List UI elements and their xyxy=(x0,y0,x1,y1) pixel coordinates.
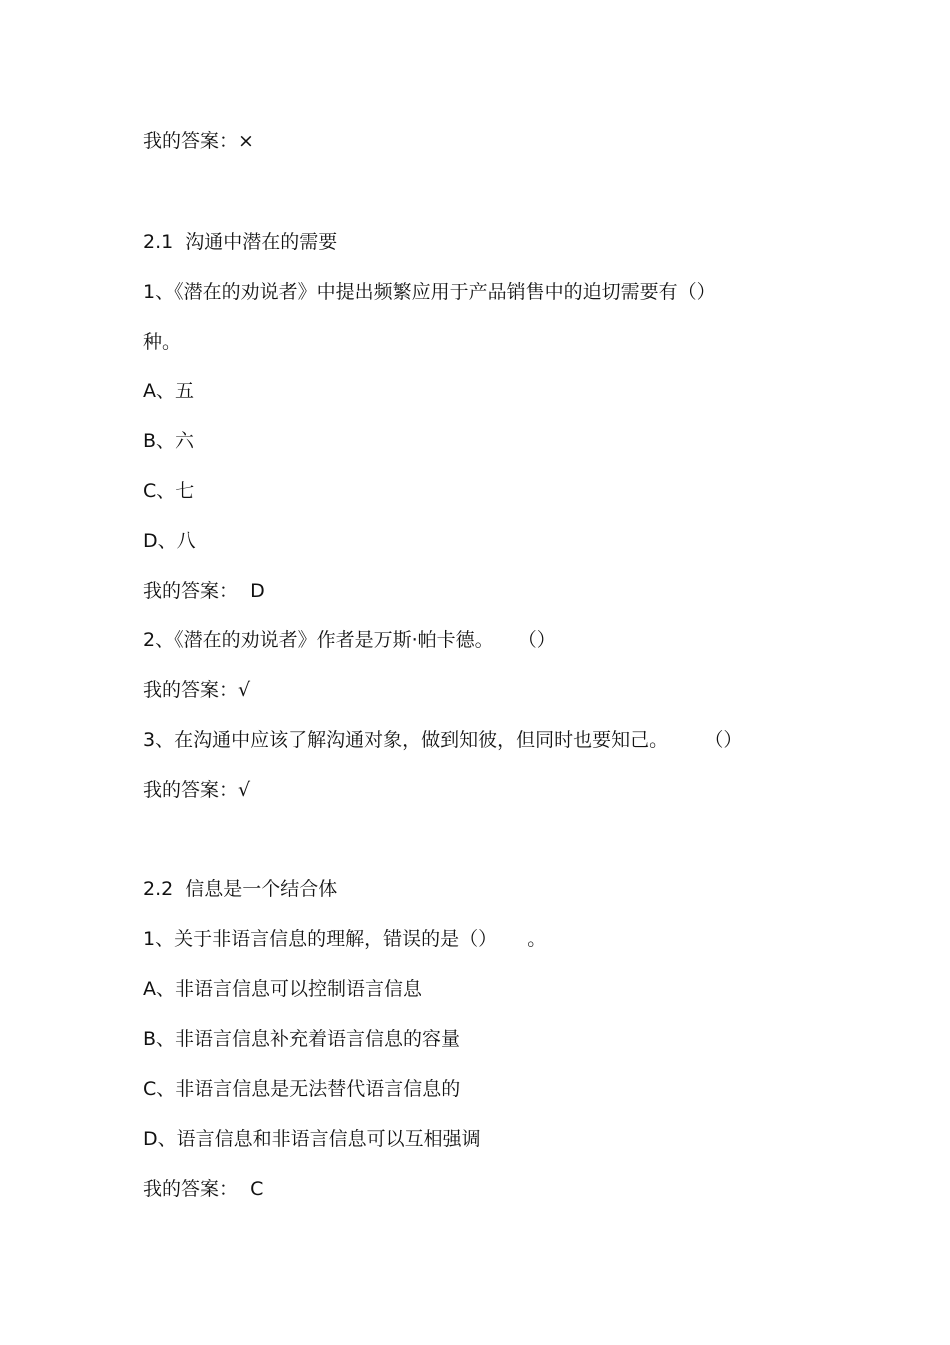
answer-line: 我的答案：× xyxy=(143,130,254,152)
answer-line: 我的答案：√ xyxy=(143,779,251,801)
option-d: D、八 xyxy=(143,530,196,552)
option-b: B、六 xyxy=(143,430,195,452)
option-d: D、语言信息和非语言信息可以互相强调 xyxy=(143,1128,481,1150)
answer-line: 我的答案： D xyxy=(143,580,265,602)
question-text: 1、《潜在的劝说者》中提出频繁应用于产品销售中的迫切需要有（） xyxy=(143,281,716,303)
option-a: A、五 xyxy=(143,380,194,402)
option-a: A、非语言信息可以控制语言信息 xyxy=(143,978,422,1000)
option-b: B、非语言信息补充着语言信息的容量 xyxy=(143,1028,461,1050)
answer-line: 我的答案： C xyxy=(143,1178,264,1200)
section-heading: 2.1 沟通中潜在的需要 xyxy=(143,231,338,253)
section-heading: 2.2 信息是一个结合体 xyxy=(143,878,338,900)
option-c: C、七 xyxy=(143,480,195,502)
question-text: 2、《潜在的劝说者》作者是万斯·帕卡德。 （） xyxy=(143,629,556,651)
question-text: 3、在沟通中应该了解沟通对象，做到知彼，但同时也要知己。 （） xyxy=(143,729,743,751)
question-text-continued: 种。 xyxy=(143,331,182,353)
option-c: C、非语言信息是无法替代语言信息的 xyxy=(143,1078,461,1100)
question-text: 1、关于非语言信息的理解，错误的是（） 。 xyxy=(143,928,547,950)
answer-line: 我的答案：√ xyxy=(143,679,251,701)
